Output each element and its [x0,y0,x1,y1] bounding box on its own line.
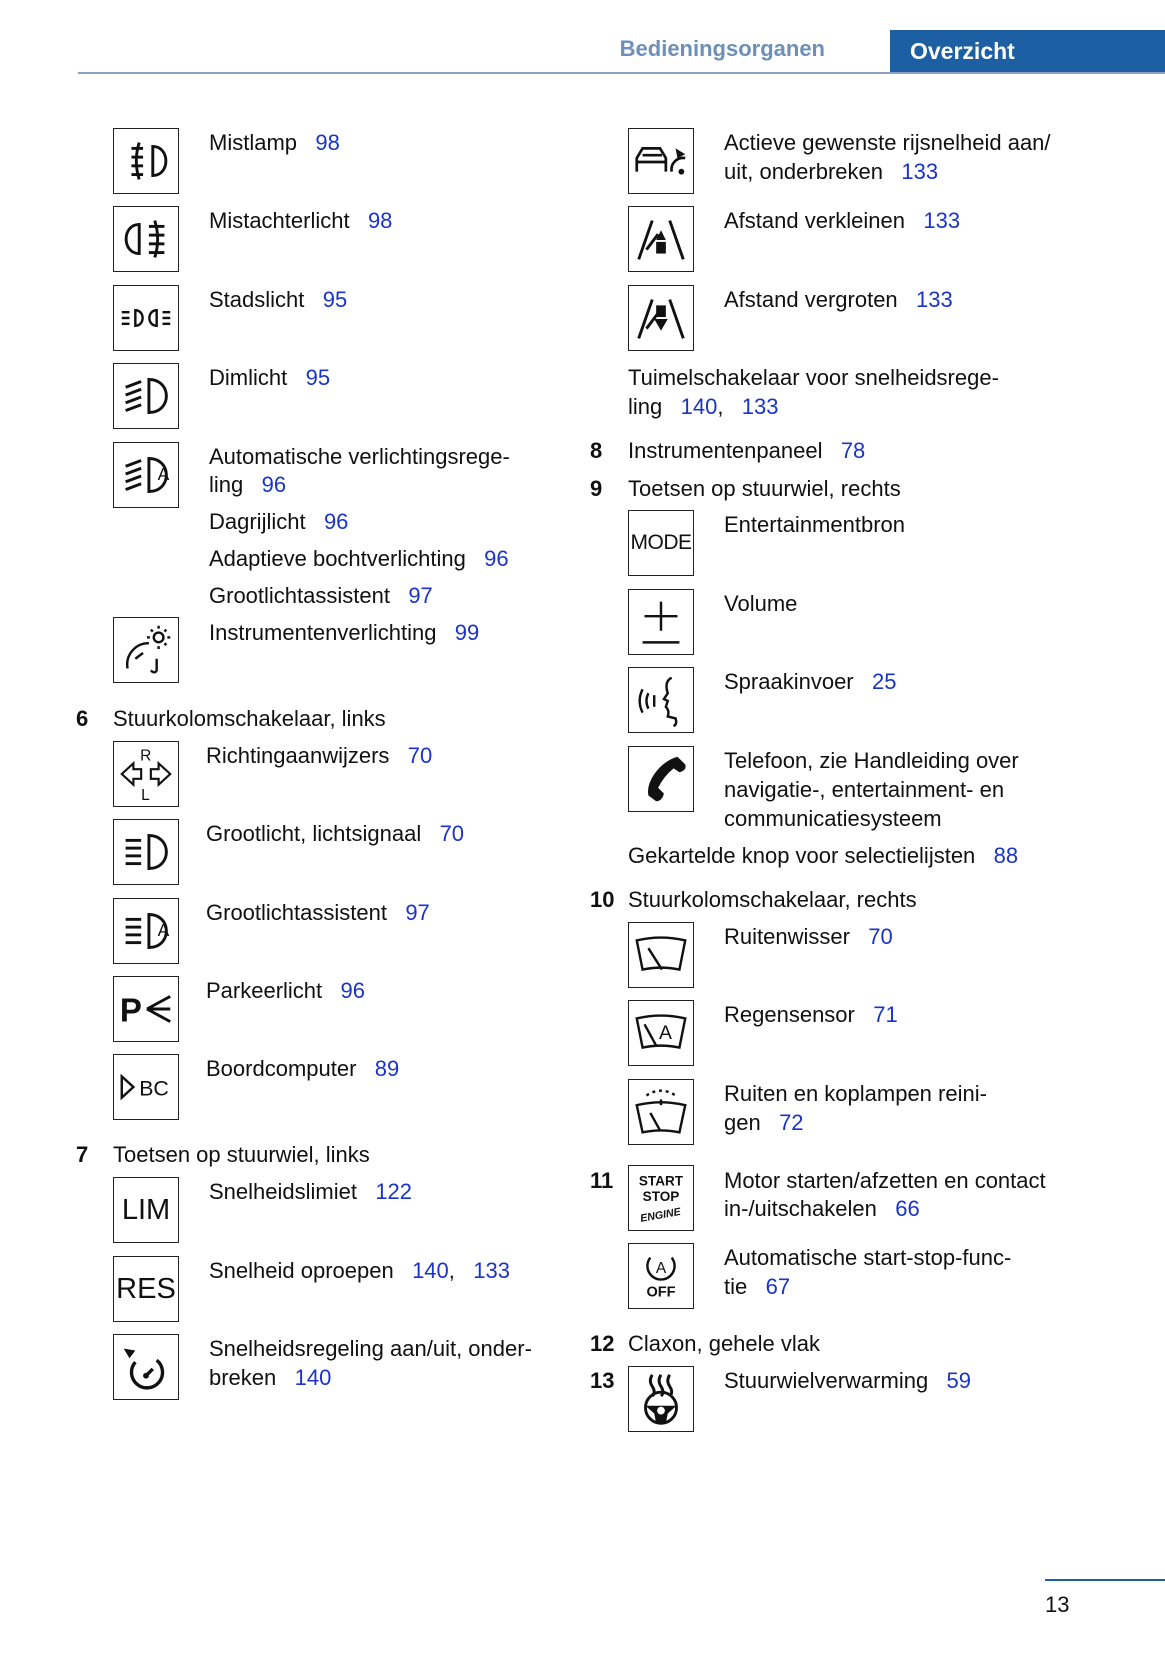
high-beam-icon [113,819,179,885]
item-distance-decrease: Afstand verkleinen 133 [724,208,961,233]
auto-light-icon [113,442,179,508]
item-auto-light-cont: ling 96 [209,472,287,497]
washer-icon [628,1079,694,1145]
page-ref[interactable]: 66 [895,1196,920,1221]
page-ref[interactable]: 70 [439,821,465,846]
item-instrumentenverlichting: Instrumentenverlichting 99 [209,620,480,645]
svg-text:STOP: STOP [642,1188,680,1204]
page-ref[interactable]: 96 [484,546,509,571]
section-title: Stuurkolomschakelaar, rechts [628,887,917,912]
item-gekartelde-knop: Gekartelde knop voor selectielijsten 88 [628,843,1019,868]
item-entertainmentbron: Entertainmentbron [724,512,905,537]
parking-lamp-icon [113,976,179,1042]
svg-text:BC: BC [139,1076,169,1101]
item-dagrijlicht: Dagrijlicht 96 [209,509,349,534]
item-active-cruise-cont: uit, onderbreken 133 [724,159,939,184]
header-rule [78,72,1165,74]
item-grootlichtassistent: Grootlichtassistent 97 [209,583,433,608]
item-reinigen: Ruiten en koplampen reini- [724,1081,987,1106]
page-ref[interactable]: 96 [261,472,287,497]
item-stuurwielverwarming: Stuurwielverwarming 59 [724,1368,972,1393]
turn-signal-icon [113,741,179,807]
section-number: 11 [590,1168,614,1193]
item-reinigen-cont: gen 72 [724,1110,804,1135]
phone-icon [628,746,694,812]
rain-sensor-icon [628,1000,694,1066]
svg-text:A: A [157,463,170,484]
svg-text:A: A [157,919,170,940]
svg-text:P: P [119,991,142,1029]
distance-decrease-icon [628,206,694,272]
svg-text:START: START [638,1173,684,1189]
page-ref[interactable]: 95 [322,287,348,312]
mode-icon: MODE [628,510,694,576]
svg-text:L: L [141,787,150,805]
item-snelheidslimiet: Snelheidslimiet 122 [209,1179,413,1204]
item-cruise-control-cont: breken 140 [209,1365,332,1390]
page-ref[interactable]: 133 [741,394,779,419]
page-ref[interactable]: 133 [916,287,953,312]
item-volume: Volume [724,591,798,616]
section-number: 10 [590,887,615,912]
parking-light-icon [113,285,179,351]
section-title: Instrumentenpaneel 78 [628,438,866,463]
section-title: Stuurkolomschakelaar, links [113,706,386,731]
item-boordcomputer: Boordcomputer 89 [206,1056,400,1081]
page-ref[interactable]: 133 [473,1258,510,1283]
section-title: Toetsen op stuurwiel, links [113,1142,370,1167]
section-title: Toetsen op stuurwiel, rechts [628,476,901,501]
section-number: 7 [76,1142,89,1167]
page-ref[interactable]: 70 [407,743,433,768]
lim-icon: LIM [113,1177,179,1243]
item-telefoon: Telefoon, zie Handleiding over [724,748,1019,773]
item-grootlichtassistent-2: Grootlichtassistent 97 [206,900,430,925]
item-snelheid-oproepen: Snelheid oproepen 140, 133 [209,1258,510,1283]
page-ref[interactable]: 95 [305,365,331,390]
high-beam-assist-icon [113,898,179,964]
section-number: 6 [76,706,89,731]
page-number: 13 [1045,1592,1070,1617]
item-rocker-switch: Tuimelschakelaar voor snelheidsrege- [628,365,999,390]
page-ref[interactable]: 67 [765,1274,791,1299]
low-beam-icon [113,363,179,429]
item-distance-increase: Afstand vergroten 133 [724,287,953,312]
section-number: 9 [590,476,603,501]
page-ref[interactable]: 25 [871,669,897,694]
page-ref[interactable]: 78 [840,438,866,463]
item-rocker-switch-cont: ling 140, 133 [628,394,779,419]
page-ref[interactable]: 98 [367,208,393,233]
item-adaptive-bend: Adaptieve bochtverlichting 96 [209,546,509,571]
page-ref[interactable]: 70 [868,924,893,949]
item-cruise-control: Snelheidsregeling aan/uit, onder- [209,1336,532,1361]
page-ref[interactable]: 140 [294,1365,332,1390]
header-tab [890,30,1165,74]
item-dimlicht: Dimlicht 95 [209,365,331,390]
item-spraakinvoer: Spraakinvoer 25 [724,669,897,694]
item-grootlicht: Grootlicht, lichtsignaal 70 [206,821,465,846]
item-active-cruise: Actieve gewenste rijsnelheid aan/ [724,130,1051,155]
item-ruitenwisser: Ruitenwisser 70 [724,924,893,949]
section-number: 12 [590,1331,615,1356]
item-stadslicht: Stadslicht 95 [209,287,348,312]
page-ref[interactable]: 71 [873,1002,898,1027]
page-ref[interactable]: 122 [375,1179,413,1204]
item-auto-light: Automatische verlichtingsrege- [209,444,510,469]
page-ref[interactable]: 133 [923,208,961,233]
page-ref[interactable]: 97 [408,583,433,608]
item-regensensor: Regensensor 71 [724,1002,898,1027]
distance-increase-icon [628,285,694,351]
item-telefoon-cont: navigatie-, entertainment- en [724,777,1005,802]
page-ref[interactable]: 89 [374,1056,400,1081]
rear-fog-light-icon [113,206,179,272]
page-ref[interactable]: 96 [340,978,365,1003]
svg-text:A: A [659,1021,672,1044]
fog-light-icon [113,128,179,194]
section-number: 8 [590,438,603,463]
page-ref[interactable]: 72 [779,1110,804,1135]
item-motor-starten-cont: in-/uitschakelen 66 [724,1196,920,1221]
auto-start-stop-icon [628,1243,694,1309]
volume-icon [628,589,694,655]
voice-input-icon [628,667,694,733]
page-ref[interactable]: 88 [993,843,1019,868]
page-ref[interactable]: 99 [454,620,480,645]
footer-rule [1045,1579,1165,1581]
item-mistlamp: Mistlamp 98 [209,130,340,155]
cruise-control-icon [113,1334,179,1400]
page-ref[interactable]: 140 [412,1258,449,1283]
item-auto-start-stop: Automatische start-stop-func- [724,1245,1012,1270]
board-computer-icon [113,1054,179,1120]
item-richtingaanwijzers: Richtingaanwijzers 70 [206,743,433,768]
item-telefoon-cont2: communicatiesysteem [724,806,942,831]
section-number: 13 [590,1368,615,1393]
start-stop-engine-icon [628,1165,694,1231]
instrument-lighting-icon [113,617,179,683]
page-ref[interactable]: 133 [901,159,939,184]
section-title: Claxon, gehele vlak [628,1331,821,1356]
header-section: Bedieningsorganen [619,36,825,61]
header-tab-label: Overzicht [910,38,1015,64]
page-ref[interactable]: 140 [680,394,718,419]
active-cruise-icon [628,128,694,194]
page-ref[interactable]: 98 [315,130,340,155]
page-ref[interactable]: 96 [323,509,349,534]
svg-text:ENGINE: ENGINE [639,1205,682,1225]
page-ref[interactable]: 59 [946,1368,972,1393]
steering-wheel-heating-icon [628,1366,694,1432]
wiper-icon [628,922,694,988]
item-mistachterlicht: Mistachterlicht 98 [209,208,393,233]
item-parkeerlicht: Parkeerlicht 96 [206,978,365,1003]
page-ref[interactable]: 97 [405,900,430,925]
svg-text:A: A [655,1260,667,1278]
svg-text:R: R [140,747,152,765]
res-icon: RES [113,1256,179,1322]
item-auto-start-stop-cont: tie 67 [724,1274,791,1299]
svg-text:OFF: OFF [646,1284,676,1301]
item-motor-starten: Motor starten/afzetten en contact [724,1168,1046,1193]
